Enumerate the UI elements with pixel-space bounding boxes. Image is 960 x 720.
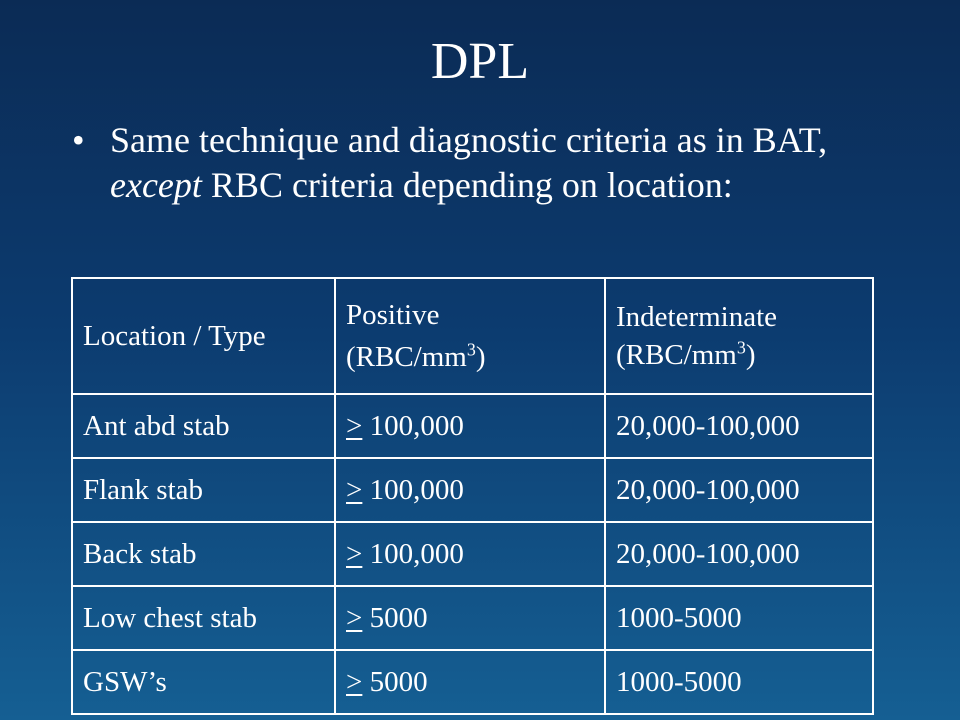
header-indeterminate-unit-close: ) bbox=[745, 339, 756, 371]
header-positive-unit bbox=[346, 338, 594, 376]
table-row bbox=[72, 586, 873, 650]
positive-cell bbox=[335, 458, 605, 522]
bullet-text-end: RBC criteria depending on location: bbox=[201, 165, 733, 205]
header-positive-unit-close: ) bbox=[475, 341, 486, 373]
header-indeterminate-unit bbox=[616, 336, 862, 374]
header-positive-unit-text: (RBC/mm bbox=[346, 341, 467, 373]
location-cell: GSW’s bbox=[72, 650, 335, 714]
table-row bbox=[72, 522, 873, 586]
bullet-text bbox=[110, 118, 892, 208]
table-row bbox=[72, 458, 873, 522]
header-positive-label: Positive bbox=[346, 299, 440, 331]
indeterminate-cell: 1000-5000 bbox=[605, 586, 873, 650]
positive-value: 100,000 bbox=[362, 473, 464, 506]
location-cell: Flank stab bbox=[72, 458, 335, 522]
greater-or-equal-sign: > bbox=[346, 537, 363, 570]
rbc-criteria-table bbox=[71, 277, 874, 715]
location-cell: Low chest stab bbox=[72, 586, 335, 650]
header-positive-unit-exponent: 3 bbox=[466, 339, 476, 360]
positive-cell bbox=[335, 522, 605, 586]
greater-or-equal-sign: > bbox=[346, 409, 363, 442]
indeterminate-cell: 20,000-100,000 bbox=[605, 394, 873, 458]
header-indeterminate-unit-text: (RBC/mm bbox=[616, 339, 737, 371]
bullet-text-emphasis: except bbox=[110, 165, 202, 205]
positive-value: 100,000 bbox=[362, 537, 464, 570]
indeterminate-cell: 20,000-100,000 bbox=[605, 458, 873, 522]
header-location-type: Location / Type bbox=[72, 278, 335, 394]
positive-cell bbox=[335, 394, 605, 458]
table-row bbox=[72, 394, 873, 458]
indeterminate-cell: 1000-5000 bbox=[605, 650, 873, 714]
bullet-icon: • bbox=[72, 120, 85, 160]
positive-cell bbox=[335, 586, 605, 650]
table-header-row bbox=[72, 278, 873, 394]
table-row bbox=[72, 650, 873, 714]
header-indeterminate-label: Indeterminate bbox=[616, 301, 778, 333]
location-cell: Back stab bbox=[72, 522, 335, 586]
header-indeterminate-unit-exponent: 3 bbox=[736, 337, 746, 358]
greater-or-equal-sign: > bbox=[346, 473, 363, 506]
greater-or-equal-sign: > bbox=[346, 601, 363, 634]
positive-value: 5000 bbox=[362, 665, 428, 698]
header-positive bbox=[335, 278, 605, 394]
greater-or-equal-sign: > bbox=[346, 665, 363, 698]
bullet-text-start: Same technique and diagnostic criteria as in BAT, bbox=[110, 120, 828, 160]
location-cell: Ant abd stab bbox=[72, 394, 335, 458]
header-indeterminate bbox=[605, 278, 873, 394]
slide-title: DPL bbox=[430, 33, 530, 90]
bullet-point bbox=[72, 118, 892, 208]
indeterminate-cell: 20,000-100,000 bbox=[605, 522, 873, 586]
positive-value: 100,000 bbox=[362, 409, 464, 442]
positive-cell bbox=[335, 650, 605, 714]
positive-value: 5000 bbox=[362, 601, 428, 634]
